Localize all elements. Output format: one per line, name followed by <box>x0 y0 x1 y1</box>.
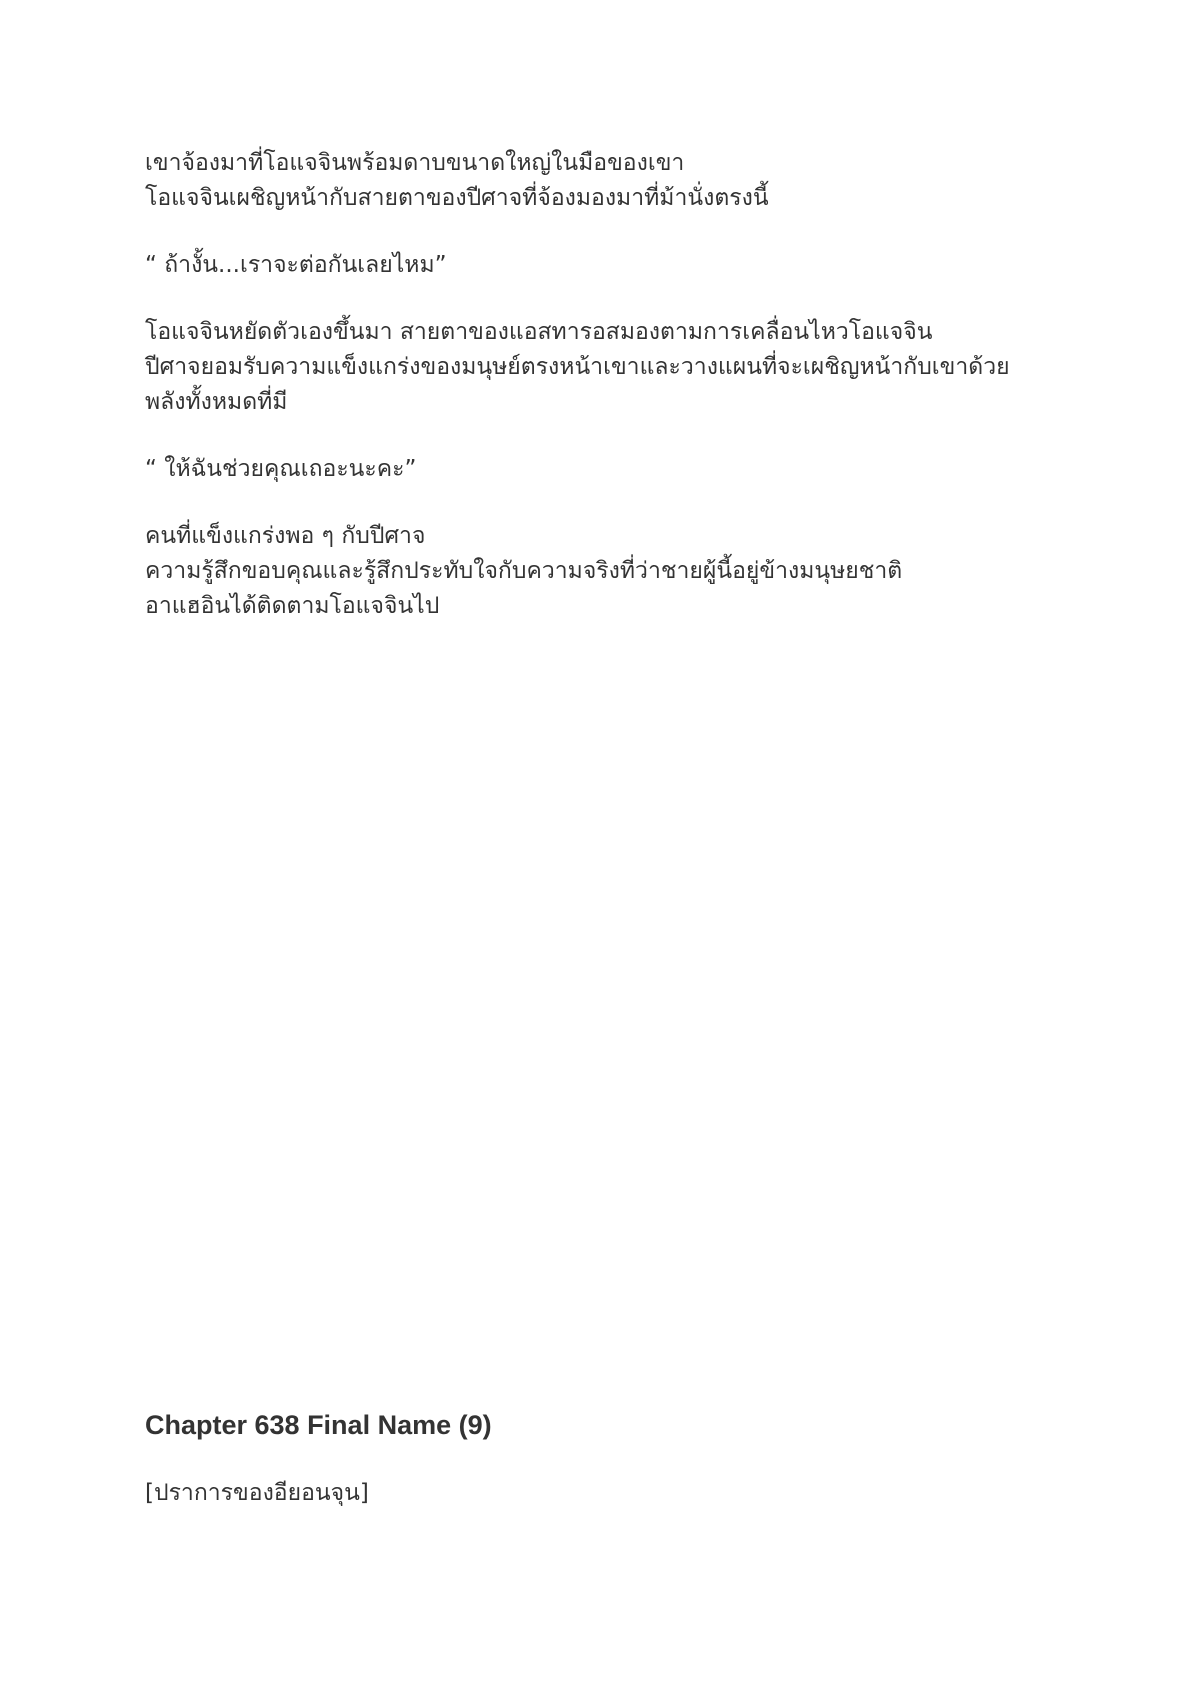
text-line: “ ให้ฉันช่วยคุณเถอะนะคะ” <box>145 456 417 482</box>
story-text <box>145 146 1075 656</box>
text-line: ปีศาจยอมรับความแข็งแกร่งของมนุษย์ตรงหน้าเขาและวางแผนที่จะเผชิญหน้ากับเขาด้วย <box>145 354 1010 380</box>
text-line: พลังทั้งหมดที่มี <box>145 389 288 415</box>
text-line: คนที่แข็งแกร่งพอ ๆ กับปีศาจ <box>145 523 426 549</box>
paragraph <box>145 519 1075 624</box>
paragraph <box>145 146 1075 216</box>
dialogue-paragraph <box>145 452 1075 487</box>
paragraph <box>145 315 1075 420</box>
chapter-title: Chapter 638 Final Name (9) <box>145 1410 492 1440</box>
text-line: อาแฮอินได้ติดตามโอแจจินไป <box>145 593 440 619</box>
chapter-header <box>145 1406 1075 1511</box>
text-line: “ ถ้างั้น...เราจะต่อกันเลยไหม” <box>145 252 447 278</box>
text-line: โอแจจินหยัดตัวเองขึ้นมา สายตาของแอสทารอสมองตามการเคลื่อนไหวโอแจจิน <box>145 319 933 345</box>
text-line: โอแจจินเผชิญหน้ากับสายตาของปีศาจที่จ้องมองมาที่ม้านั่งตรงนี้ <box>145 185 769 211</box>
text-line: เขาจ้องมาที่โอแจจินพร้อมดาบขนาดใหญ่ในมือของเขา <box>145 150 685 176</box>
dialogue-paragraph <box>145 248 1075 283</box>
chapter-subtitle: [ปราการของอียอนจุน] <box>145 1480 369 1506</box>
text-line: ความรู้สึกขอบคุณและรู้สึกประทับใจกับความจริงที่ว่าชายผู้นี้อยู่ข้างมนุษยชาติ <box>145 558 903 584</box>
